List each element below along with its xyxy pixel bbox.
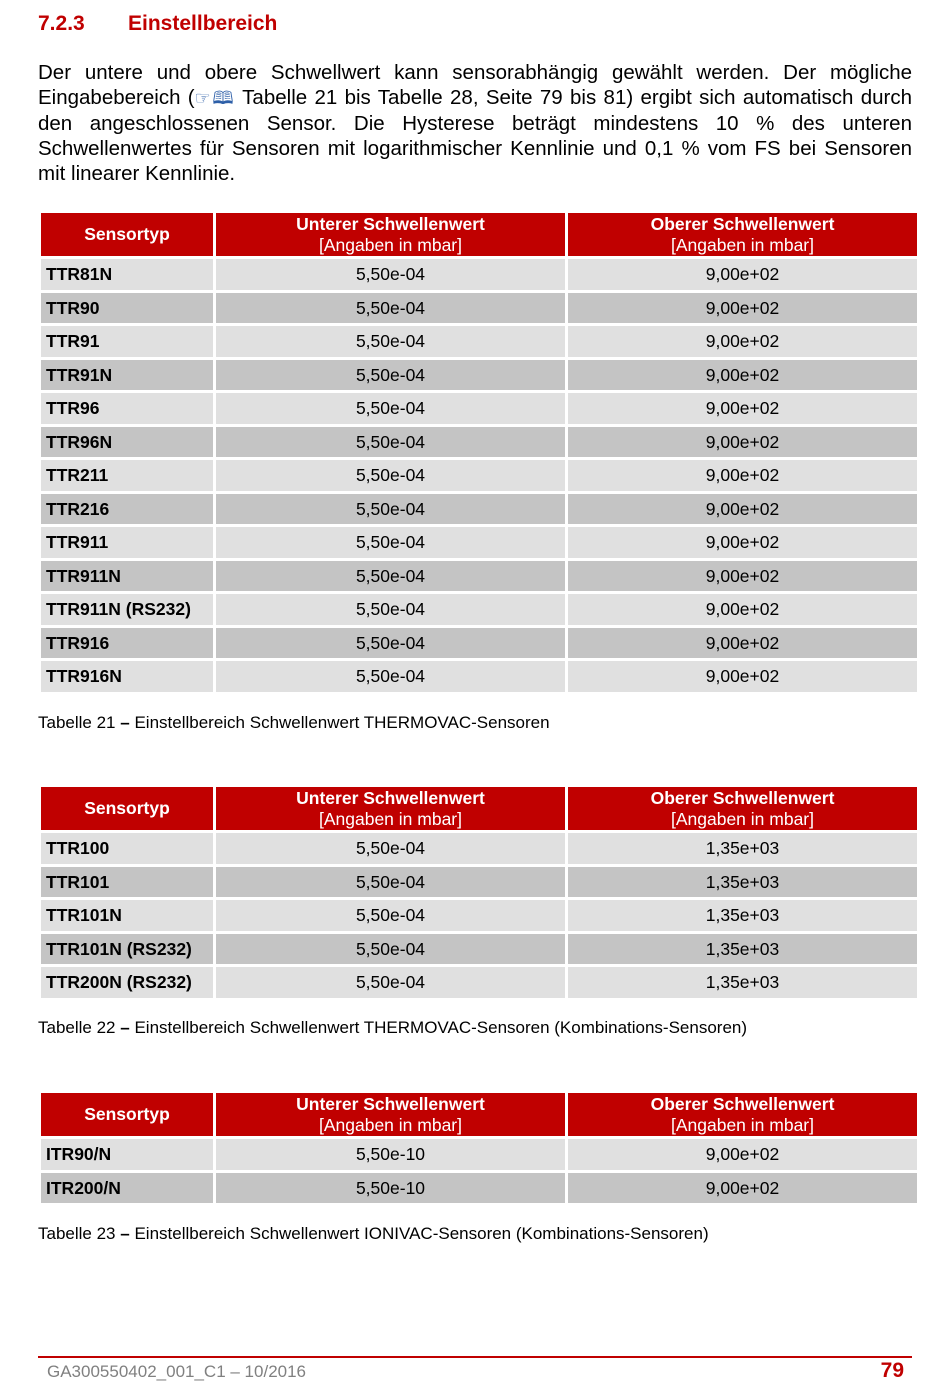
lower-threshold-cell: 5,50e-04 — [216, 494, 565, 525]
lower-threshold-cell: 5,50e-04 — [216, 628, 565, 659]
header-sensortyp: Sensortyp — [41, 213, 213, 256]
header-lower-title: Unterer Schwellenwert — [296, 213, 485, 234]
caption-table-21 — [38, 713, 550, 733]
sensor-cell: TTR916N — [41, 661, 213, 692]
upper-threshold-cell: 1,35e+03 — [568, 900, 917, 931]
table-row — [41, 1139, 917, 1170]
table-row — [41, 628, 917, 659]
upper-threshold-cell: 9,00e+02 — [568, 460, 917, 491]
upper-threshold-cell: 1,35e+03 — [568, 967, 917, 998]
header-lower-unit: [Angaben in mbar] — [318, 808, 462, 829]
header-upper-title: Oberer Schwellenwert — [650, 213, 835, 234]
lower-threshold-cell: 5,50e-10 — [216, 1173, 565, 1204]
header-upper-unit: [Angaben in mbar] — [670, 234, 814, 255]
header-lower-threshold — [216, 213, 565, 256]
lower-threshold-cell: 5,50e-04 — [216, 594, 565, 625]
lower-threshold-cell: 5,50e-04 — [216, 259, 565, 290]
sensor-cell: TTR101 — [41, 867, 213, 898]
table-row — [41, 661, 917, 692]
upper-threshold-cell: 9,00e+02 — [568, 628, 917, 659]
sensor-cell: ITR200/N — [41, 1173, 213, 1204]
caption-table-23 — [38, 1224, 709, 1244]
lower-threshold-cell: 5,50e-04 — [216, 934, 565, 965]
sensor-cell: TTR91N — [41, 360, 213, 391]
reference-icon: ☞🕮 — [194, 88, 236, 108]
table-row — [41, 259, 917, 290]
header-lower-unit: [Angaben in mbar] — [318, 234, 462, 255]
sensor-cell: TTR211 — [41, 460, 213, 491]
lower-threshold-cell: 5,50e-04 — [216, 867, 565, 898]
table-row — [41, 934, 917, 965]
table-header-row — [41, 213, 917, 256]
page-number: 79 — [880, 1359, 904, 1382]
section-heading — [38, 12, 277, 36]
header-lower-title: Unterer Schwellenwert — [296, 787, 485, 808]
caption-text: Einstellbereich Schwellenwert IONIVAC-Sensoren (Kombinations-Sensoren) — [134, 1224, 709, 1243]
upper-threshold-cell: 9,00e+02 — [568, 1173, 917, 1204]
intro-paragraph — [38, 60, 912, 186]
threshold-table-23 — [38, 1090, 920, 1206]
paragraph-text-2: Tabelle 21 bis Tabelle 28, Seite 79 bis 81) ergibt sich automatisch durch den angeschlossenen Sensor. Die Hysterese beträgt mindestens 10 % des unteren Schwellenwertes für Sensoren mit logarithmischer Kennlinie und 0,1 % vom FS bei Sensoren mit linearer Kennlinie. — [38, 86, 912, 185]
table-row — [41, 393, 917, 424]
sensor-cell: TTR100 — [41, 833, 213, 864]
upper-threshold-cell: 1,35e+03 — [568, 867, 917, 898]
table-row — [41, 293, 917, 324]
caption-dash: – — [120, 1018, 130, 1037]
lower-threshold-cell: 5,50e-10 — [216, 1139, 565, 1170]
sensor-cell: TTR90 — [41, 293, 213, 324]
sensor-cell: TTR911N — [41, 561, 213, 592]
footer-divider — [38, 1356, 912, 1358]
caption-table-22 — [38, 1018, 747, 1038]
sensor-cell: ITR90/N — [41, 1139, 213, 1170]
table-row — [41, 527, 917, 558]
sensor-cell: TTR91 — [41, 326, 213, 357]
sensor-cell: TTR200N (RS232) — [41, 967, 213, 998]
header-upper-unit: [Angaben in mbar] — [670, 1114, 814, 1135]
table-row — [41, 360, 917, 391]
lower-threshold-cell: 5,50e-04 — [216, 393, 565, 424]
table-row — [41, 900, 917, 931]
upper-threshold-cell: 1,35e+03 — [568, 934, 917, 965]
table-row — [41, 967, 917, 998]
table-row — [41, 460, 917, 491]
section-number: 7.2.3 — [38, 12, 85, 35]
sensor-cell: TTR916 — [41, 628, 213, 659]
lower-threshold-cell: 5,50e-04 — [216, 833, 565, 864]
sensor-cell: TTR101N — [41, 900, 213, 931]
threshold-table-21 — [38, 210, 920, 695]
header-lower-title: Unterer Schwellenwert — [296, 1093, 485, 1114]
lower-threshold-cell: 5,50e-04 — [216, 661, 565, 692]
header-sensortyp: Sensortyp — [41, 1093, 213, 1136]
header-lower-threshold — [216, 787, 565, 830]
caption-text: Einstellbereich Schwellenwert THERMOVAC-Sensoren — [134, 713, 550, 732]
upper-threshold-cell: 9,00e+02 — [568, 259, 917, 290]
caption-prefix: Tabelle 23 — [38, 1224, 116, 1243]
table-row — [41, 833, 917, 864]
upper-threshold-cell: 9,00e+02 — [568, 661, 917, 692]
header-lower-threshold — [216, 1093, 565, 1136]
caption-prefix: Tabelle 22 — [38, 1018, 116, 1037]
header-upper-threshold — [568, 787, 917, 830]
lower-threshold-cell: 5,50e-04 — [216, 460, 565, 491]
upper-threshold-cell: 9,00e+02 — [568, 594, 917, 625]
header-upper-threshold — [568, 213, 917, 256]
lower-threshold-cell: 5,50e-04 — [216, 427, 565, 458]
header-upper-title: Oberer Schwellenwert — [650, 787, 835, 808]
table-row — [41, 326, 917, 357]
sensor-cell: TTR216 — [41, 494, 213, 525]
lower-threshold-cell: 5,50e-04 — [216, 360, 565, 391]
upper-threshold-cell: 9,00e+02 — [568, 494, 917, 525]
header-upper-title: Oberer Schwellenwert — [650, 1093, 835, 1114]
threshold-table-22 — [38, 784, 920, 1001]
upper-threshold-cell: 9,00e+02 — [568, 527, 917, 558]
upper-threshold-cell: 9,00e+02 — [568, 561, 917, 592]
caption-dash: – — [120, 1224, 130, 1243]
lower-threshold-cell: 5,50e-04 — [216, 967, 565, 998]
header-upper-threshold — [568, 1093, 917, 1136]
table-row — [41, 1173, 917, 1204]
header-upper-unit: [Angaben in mbar] — [670, 808, 814, 829]
sensor-cell: TTR101N (RS232) — [41, 934, 213, 965]
table-header-row — [41, 1093, 917, 1136]
footer-document-id: GA300550402_001_C1 – 10/2016 — [47, 1362, 307, 1381]
sensor-cell: TTR81N — [41, 259, 213, 290]
sensor-cell: TTR96 — [41, 393, 213, 424]
table-row — [41, 594, 917, 625]
section-title: Einstellbereich — [128, 12, 278, 35]
sensor-cell: TTR96N — [41, 427, 213, 458]
lower-threshold-cell: 5,50e-04 — [216, 900, 565, 931]
upper-threshold-cell: 9,00e+02 — [568, 1139, 917, 1170]
lower-threshold-cell: 5,50e-04 — [216, 561, 565, 592]
lower-threshold-cell: 5,50e-04 — [216, 293, 565, 324]
sensor-cell: TTR911N (RS232) — [41, 594, 213, 625]
table-row — [41, 427, 917, 458]
caption-prefix: Tabelle 21 — [38, 713, 116, 732]
lower-threshold-cell: 5,50e-04 — [216, 527, 565, 558]
table-row — [41, 494, 917, 525]
upper-threshold-cell: 9,00e+02 — [568, 326, 917, 357]
upper-threshold-cell: 9,00e+02 — [568, 393, 917, 424]
header-lower-unit: [Angaben in mbar] — [318, 1114, 462, 1135]
paragraph-text-1: Der untere und obere Schwellwert kann sensorabhängig gewählt werden. Der mögliche Eingabebereich ( — [38, 61, 912, 109]
table-row — [41, 561, 917, 592]
caption-dash: – — [120, 713, 130, 732]
table-header-row — [41, 787, 917, 830]
table-row — [41, 867, 917, 898]
upper-threshold-cell: 9,00e+02 — [568, 360, 917, 391]
header-sensortyp: Sensortyp — [41, 787, 213, 830]
caption-text: Einstellbereich Schwellenwert THERMOVAC-Sensoren (Kombinations-Sensoren) — [134, 1018, 748, 1037]
upper-threshold-cell: 1,35e+03 — [568, 833, 917, 864]
upper-threshold-cell: 9,00e+02 — [568, 427, 917, 458]
upper-threshold-cell: 9,00e+02 — [568, 293, 917, 324]
lower-threshold-cell: 5,50e-04 — [216, 326, 565, 357]
sensor-cell: TTR911 — [41, 527, 213, 558]
